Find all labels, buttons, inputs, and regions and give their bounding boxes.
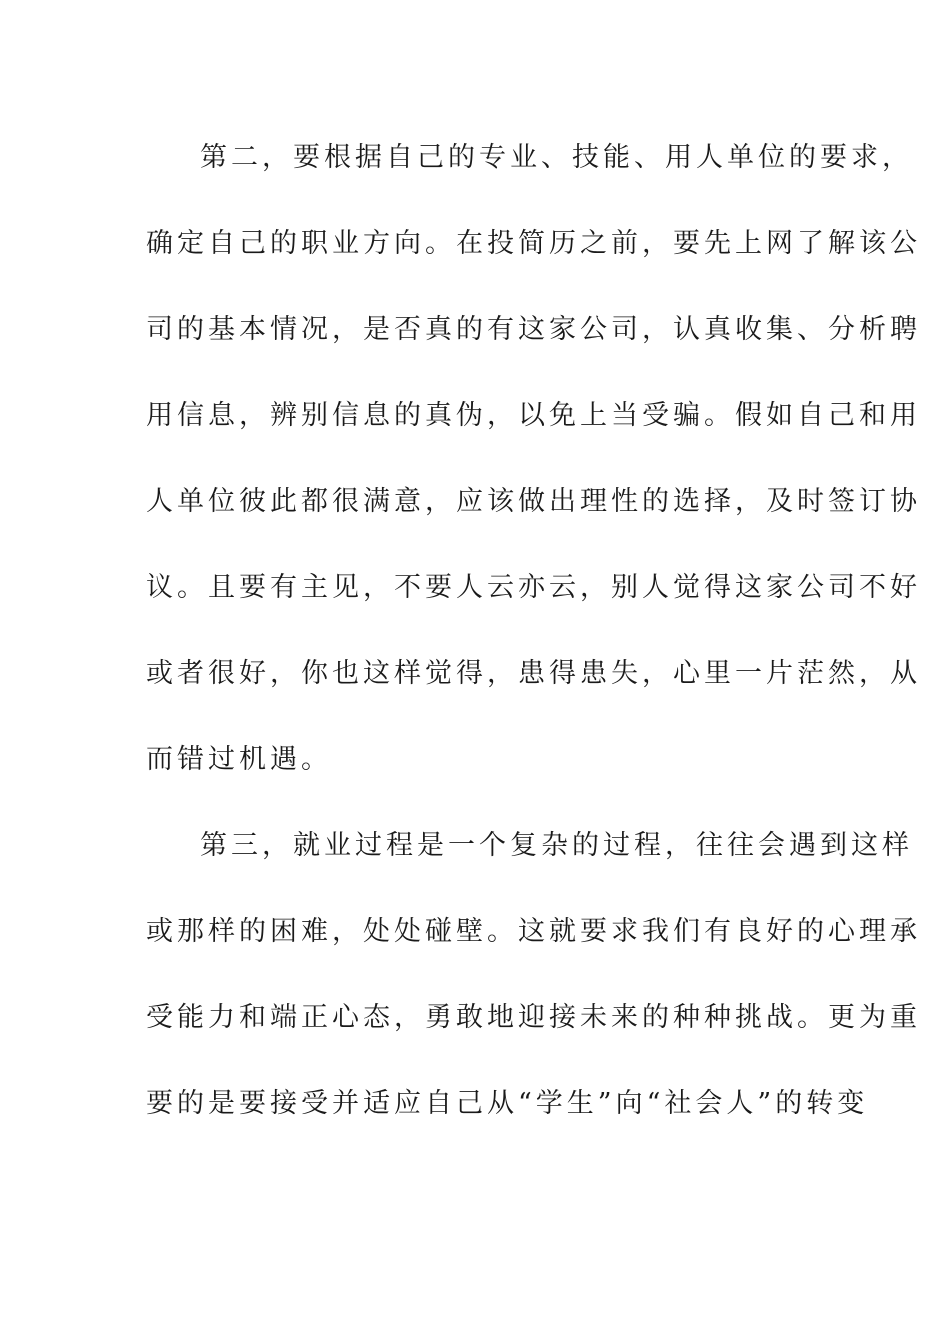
paragraph-2-line-4: 要的是要接受并适应自己从“学生”向“社会人”的转变 (146, 1088, 869, 1119)
paragraph-1-line-5: 人单位彼此都很满意，应该做出理性的选择，及时签订协 (146, 486, 921, 517)
paragraph-1-line-7: 或者很好，你也这样觉得，患得患失，心里一片茫然，从 (146, 658, 921, 689)
paragraph-1-line-6: 议。且要有主见，不要人云亦云，别人觉得这家公司不好 (146, 572, 921, 603)
paragraph-1-line-2: 确定自己的职业方向。在投简历之前，要先上网了解该公 (146, 228, 921, 259)
paragraph-1-line-3: 司的基本情况，是否真的有这家公司，认真收集、分析聘 (146, 314, 921, 345)
paragraph-2-line-2: 或那样的困难，处处碰壁。这就要求我们有良好的心理承 (146, 916, 921, 947)
paragraph-1-line-8: 而错过机遇。 (146, 744, 332, 775)
paragraph-2-line-3: 受能力和端正心态，勇敢地迎接未来的种种挑战。更为重 (146, 1002, 921, 1033)
paragraph-1-line-1: 第二，要根据自己的专业、技能、用人单位的要求， (200, 142, 913, 173)
paragraph-2-line-1: 第三，就业过程是一个复杂的过程，往往会遇到这样 (200, 830, 913, 861)
paragraph-1-line-4: 用信息，辨别信息的真伪，以免上当受骗。假如自己和用 (146, 400, 921, 431)
